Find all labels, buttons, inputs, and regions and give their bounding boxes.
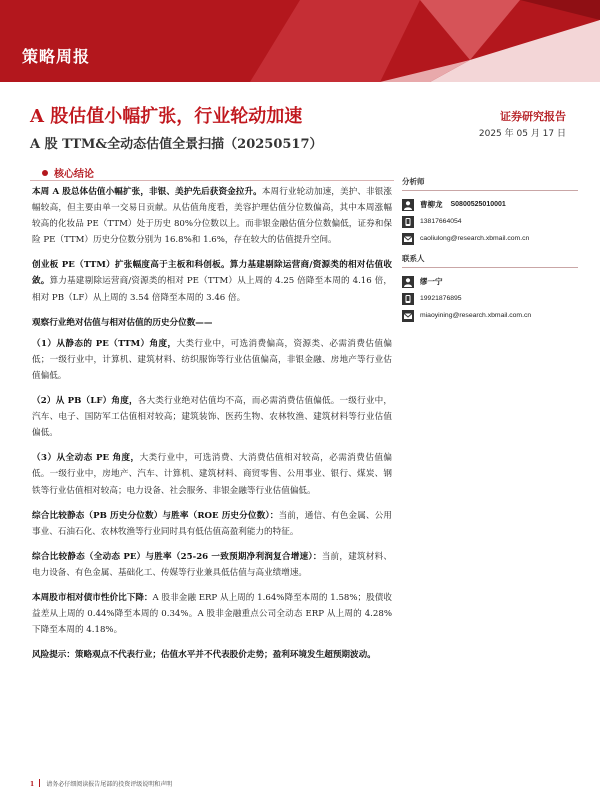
- report-type-label: 证券研究报告: [500, 110, 566, 123]
- phone-icon: [402, 293, 414, 305]
- analyst-email[interactable]: caoliulong@research.xbmail.com.cn: [420, 235, 530, 242]
- banner-title: 策略周报: [22, 47, 91, 66]
- paragraph-7-lead: 综合比较静态（PB 历史分位数）与胜率（ROE 历史分位数）：: [32, 510, 279, 521]
- paragraph-8-lead: 综合比较静态（全动态 PE）与胜率（25-26 一致预期净利润复合增速）：: [32, 551, 322, 562]
- paragraph-2-lead: 创业板 PE（TTM）扩张幅度高于主板和科创板。算力基建剔除运营商/资源类的相对估值收敛。: [32, 260, 392, 287]
- person-icon: [402, 199, 414, 211]
- phone-icon: [402, 216, 414, 228]
- paragraph-6-lead: （3）从全动态 PE 角度，: [32, 453, 140, 464]
- paragraph-2: [32, 257, 392, 305]
- paragraph-9: [32, 590, 392, 638]
- risk-warning: 风险提示：策略观点不代表行业；估值水平并不代表股价走势；盈利环境发生超预期波动。: [32, 650, 376, 661]
- contact-heading: 联系人: [402, 253, 578, 268]
- contact-name-row: [402, 273, 578, 290]
- page-title: A 股估值小幅扩张，行业轮动加速: [30, 106, 303, 127]
- contact-phone: 19921876895: [420, 295, 462, 302]
- analyst-phone: 13817664054: [420, 218, 462, 225]
- report-date: 2025 年 05 月 17 日: [478, 129, 566, 139]
- paragraph-6: [32, 450, 392, 498]
- analyst-name-row: [402, 196, 578, 213]
- paragraph-1-text: 本周行业轮动加速，美护、非银涨幅较高，但主要由单一交易日贡献。从估值角度看，美容护理估值分位数偏高，其中本周涨幅较高的化妆品 PE（TTM）处于历史 80%分位数以上。而非银金融估值分位数偏低，证券和保险 PE（TTM）历史分位数分别为 16.8%和 1.6%，存在较大的估值提升空间。: [32, 187, 392, 246]
- paragraph-4-text: 大类行业中，可选消费偏高，资源类、必需消费估值偏低；一级行业中，计算机、建筑材料、纺织服饰等行业估值偏高，非银金融、房地产等行业估值偏低。: [32, 338, 392, 381]
- header-banner: [0, 0, 600, 82]
- footer-divider: [39, 779, 40, 787]
- contact-email-row: [402, 307, 578, 324]
- paragraph-3: [32, 315, 392, 331]
- body-column: [32, 184, 392, 672]
- divider: [30, 180, 394, 181]
- paragraph-5-lead: （2）从 PB（LF）角度，: [32, 396, 138, 407]
- paragraph-9-text: A 股非金融 ERP 从上周的 1.64%降至本周的 1.58%；股债收益差从上周的 0.44%降至本周的 0.34%。A 股非金融重点公司全动态 ERP 从上周的 4.28%下降至本周的 4.18%。: [32, 592, 392, 636]
- page-number: 1: [30, 781, 35, 788]
- email-icon: [402, 233, 414, 245]
- paragraph-9-lead: 本周股市相对债市性价比下降：: [32, 592, 153, 603]
- paragraph-2-text: 算力基建剔除运营商/资源类的相对 PE（TTM）从上周的 4.25 倍降至本周的 4.16 倍，相对 PB（LF）从上周的 3.54 倍降至本周的 3.46 倍。: [32, 276, 392, 303]
- person-icon: [402, 276, 414, 288]
- analyst-certificate: S0800525010001: [450, 201, 506, 208]
- paragraph-5: [32, 393, 392, 441]
- contact-email[interactable]: miaoyining@research.xbmail.com.cn: [420, 312, 532, 319]
- sidebar-contacts: [402, 176, 578, 324]
- paragraph-4-lead: （1）从静态的 PE（TTM）角度，: [32, 338, 177, 349]
- paragraph-5-text: 各大类行业绝对估值均不高，而必需消费估值偏低。一级行业中，汽车、电子、国防军工估值相对较高；建筑装饰、医药生物、农林牧渔、建筑材料等行业估值偏低。: [32, 396, 392, 439]
- banner-decoration: [0, 0, 600, 82]
- section-heading-label: 核心结论: [54, 169, 94, 180]
- contact-name: 缪一宁: [420, 277, 443, 286]
- paragraph-10: [32, 647, 392, 663]
- analyst-name: 曹柳龙: [420, 200, 443, 209]
- contact-phone-row: [402, 290, 578, 307]
- paragraph-7-text: 当前，通信、有色金属、公用事业、石油石化、农林牧渔等行业同时具有低估值高盈利能力的特征。: [32, 510, 392, 537]
- analyst-phone-row: [402, 213, 578, 230]
- email-icon: [402, 310, 414, 322]
- paragraph-8-text: 当前，建筑材料、电力设备、有色金属、基础化工、传媒等行业兼具低估值与高业绩增速。: [32, 551, 392, 578]
- paragraph-1: [32, 184, 392, 248]
- page-subtitle: A 股 TTM&全动态估值全景扫描（20250517）: [30, 137, 323, 152]
- paragraph-1-lead: 本周 A 股总体估值小幅扩张，非银、美护先后获资金拉升。: [32, 187, 262, 197]
- paragraph-8: [32, 549, 392, 581]
- paragraph-4: [32, 336, 392, 384]
- section-heading: [42, 165, 94, 180]
- analyst-email-row: [402, 230, 578, 247]
- paragraph-7: [32, 508, 392, 540]
- footer-disclaimer: 请务必仔细阅读报告尾部的投资评级说明和声明: [46, 781, 173, 788]
- analyst-heading: 分析师: [402, 176, 578, 191]
- bullet-dot-icon: [42, 170, 48, 176]
- paragraph-3-lead: 观察行业绝对估值与相对估值的历史分位数——: [32, 317, 213, 328]
- paragraph-6-text: 大类行业中，可选消费、大消费估值相对较高，必需消费估值偏低。一级行业中，房地产、汽车、计算机、建筑材料、商贸零售、公用事业、银行、煤炭、钢铁等行业估值相对较高；电力设备、社会服务、非银金融等行业估值偏低。: [32, 453, 392, 496]
- page-footer: [30, 779, 570, 788]
